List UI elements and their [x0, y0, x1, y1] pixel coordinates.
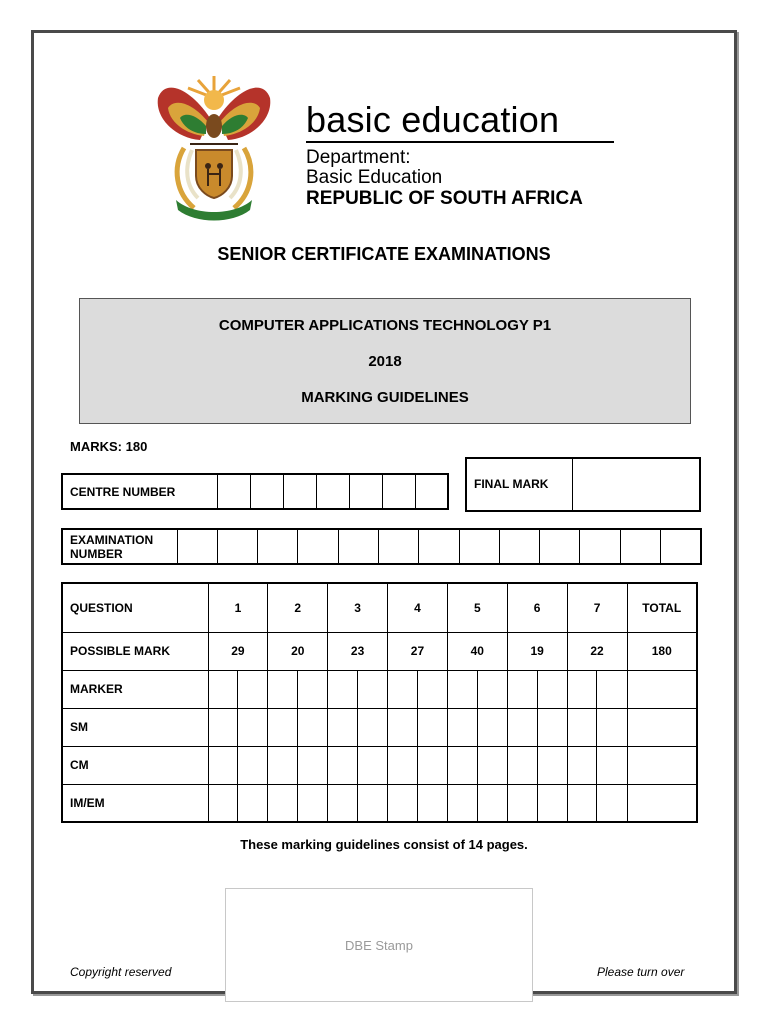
mark-total-cell[interactable]: [627, 670, 697, 708]
subject-name: COMPUTER APPLICATIONS TECHNOLOGY P1: [218, 317, 552, 334]
exam-number-cell[interactable]: [419, 529, 459, 564]
mark-cell[interactable]: [358, 746, 388, 784]
copyright-note: Copyright reserved: [70, 965, 172, 979]
marker-row: [62, 670, 697, 708]
possible-mark-label: POSSIBLE MARK: [62, 632, 208, 670]
mark-cell[interactable]: [328, 708, 358, 746]
possible-mark-value: 27: [388, 632, 448, 670]
question-number: 5: [447, 583, 507, 632]
mark-cell[interactable]: [447, 784, 477, 822]
mark-cell[interactable]: [298, 708, 328, 746]
department-label: Department:: [306, 147, 411, 168]
exam-number-cell[interactable]: [499, 529, 539, 564]
mark-cell[interactable]: [537, 784, 567, 822]
centre-number-cell[interactable]: [415, 474, 448, 509]
possible-mark-value: 19: [507, 632, 567, 670]
exam-number-cell[interactable]: [661, 529, 701, 564]
mark-cell[interactable]: [388, 784, 418, 822]
pages-note: These marking guidelines consist of 14 pages.: [240, 837, 528, 852]
exam-number-cell[interactable]: [620, 529, 660, 564]
mark-cell[interactable]: [298, 670, 328, 708]
examination-number-label: EXAMINATION NUMBER: [62, 529, 177, 564]
mark-cell[interactable]: [358, 784, 388, 822]
mark-cell[interactable]: [268, 670, 298, 708]
mark-cell[interactable]: [238, 670, 268, 708]
question-number: 1: [208, 583, 268, 632]
question-number: 3: [328, 583, 388, 632]
department-name: Basic Education: [306, 167, 443, 188]
mark-cell[interactable]: [298, 784, 328, 822]
exam-number-cell[interactable]: [258, 529, 298, 564]
exam-number-cell[interactable]: [580, 529, 620, 564]
exam-number-cell[interactable]: [298, 529, 338, 564]
question-number: 6: [507, 583, 567, 632]
mark-cell[interactable]: [447, 670, 477, 708]
sm-row: [62, 708, 697, 746]
mark-cell[interactable]: [328, 746, 358, 784]
possible-mark-value: 20: [268, 632, 328, 670]
mark-cell[interactable]: [208, 784, 238, 822]
brand-title: basic education: [306, 99, 560, 140]
mark-cell[interactable]: [597, 746, 627, 784]
centre-number-cell[interactable]: [283, 474, 316, 509]
exam-number-cell[interactable]: [459, 529, 499, 564]
stamp-box: [225, 888, 533, 1002]
mark-cell[interactable]: [567, 670, 597, 708]
mark-cell[interactable]: [208, 670, 238, 708]
mark-cell[interactable]: [447, 708, 477, 746]
im-em-row: [62, 784, 697, 822]
question-label: QUESTION: [62, 583, 208, 632]
mark-cell[interactable]: [328, 670, 358, 708]
centre-number-table: [61, 473, 449, 510]
mark-cell[interactable]: [507, 784, 537, 822]
possible-mark-value: 22: [567, 632, 627, 670]
possible-mark-value: 29: [208, 632, 268, 670]
mark-cell[interactable]: [208, 746, 238, 784]
question-number: 2: [268, 583, 328, 632]
mark-cell[interactable]: [208, 708, 238, 746]
mark-cell[interactable]: [417, 670, 447, 708]
mark-cell[interactable]: [358, 708, 388, 746]
mark-total-cell[interactable]: [627, 746, 697, 784]
mark-cell[interactable]: [417, 784, 447, 822]
centre-number-cell[interactable]: [217, 474, 250, 509]
possible-mark-row: [62, 632, 697, 670]
mark-cell[interactable]: [268, 784, 298, 822]
mark-cell[interactable]: [388, 670, 418, 708]
mark-cell[interactable]: [477, 670, 507, 708]
centre-number-cell[interactable]: [316, 474, 349, 509]
mark-cell[interactable]: [567, 746, 597, 784]
mark-cell[interactable]: [268, 708, 298, 746]
mark-cell[interactable]: [537, 708, 567, 746]
exam-number-cell[interactable]: [378, 529, 418, 564]
mark-cell[interactable]: [567, 784, 597, 822]
examination-number-table: [61, 528, 702, 565]
marks-table: [61, 582, 698, 823]
mark-cell[interactable]: [358, 670, 388, 708]
exam-number-cell[interactable]: [540, 529, 580, 564]
mark-cell[interactable]: [477, 746, 507, 784]
possible-mark-total: 180: [627, 632, 697, 670]
brand-rule: [306, 141, 614, 143]
centre-number-cell[interactable]: [349, 474, 382, 509]
mark-cell[interactable]: [477, 784, 507, 822]
mark-cell[interactable]: [537, 746, 567, 784]
mark-cell[interactable]: [597, 670, 627, 708]
document-type: MARKING GUIDELINES: [301, 389, 469, 406]
mark-cell[interactable]: [597, 784, 627, 822]
mark-cell[interactable]: [507, 708, 537, 746]
mark-cell[interactable]: [507, 670, 537, 708]
stamp-label: DBE Stamp: [345, 938, 413, 953]
mark-cell[interactable]: [417, 708, 447, 746]
mark-total-cell[interactable]: [627, 708, 697, 746]
country-name: REPUBLIC OF SOUTH AFRICA: [306, 188, 583, 209]
mark-cell[interactable]: [507, 746, 537, 784]
final-mark-table: [465, 457, 701, 512]
question-number: 7: [567, 583, 627, 632]
centre-number-cell[interactable]: [382, 474, 415, 509]
possible-mark-value: 23: [328, 632, 388, 670]
coat-of-arms-logo: [150, 68, 278, 224]
mark-cell[interactable]: [388, 746, 418, 784]
marker-label: MARKER: [62, 670, 208, 708]
exam-number-cell[interactable]: [217, 529, 257, 564]
cm-row: [62, 746, 697, 784]
exam-number-cell[interactable]: [177, 529, 217, 564]
sm-label: SM: [62, 708, 208, 746]
mark-cell[interactable]: [388, 708, 418, 746]
final-mark-label: FINAL MARK: [466, 458, 572, 511]
centre-number-cell[interactable]: [250, 474, 283, 509]
question-row: [62, 583, 697, 632]
mark-cell[interactable]: [537, 670, 567, 708]
mark-cell[interactable]: [238, 784, 268, 822]
exam-number-cell[interactable]: [338, 529, 378, 564]
mark-total-cell[interactable]: [627, 784, 697, 822]
subject-year: 2018: [368, 353, 402, 370]
mark-cell[interactable]: [567, 708, 597, 746]
mark-cell[interactable]: [238, 708, 268, 746]
total-marks-label: MARKS: 180: [70, 439, 148, 454]
mark-cell[interactable]: [268, 746, 298, 784]
mark-cell[interactable]: [447, 746, 477, 784]
mark-cell[interactable]: [597, 708, 627, 746]
exam-title: SENIOR CERTIFICATE EXAMINATIONS: [217, 244, 551, 264]
im-em-label: IM/EM: [62, 784, 208, 822]
cm-label: CM: [62, 746, 208, 784]
mark-cell[interactable]: [417, 746, 447, 784]
brand-block: [306, 100, 614, 210]
centre-number-label: CENTRE NUMBER: [62, 474, 217, 509]
subject-box: [79, 298, 691, 424]
mark-cell[interactable]: [238, 746, 268, 784]
final-mark-cell[interactable]: [572, 458, 700, 511]
mark-cell[interactable]: [328, 784, 358, 822]
turn-over-note: Please turn over: [597, 965, 685, 979]
mark-cell[interactable]: [298, 746, 328, 784]
possible-mark-value: 40: [447, 632, 507, 670]
question-number: 4: [388, 583, 448, 632]
mark-cell[interactable]: [477, 708, 507, 746]
total-label: TOTAL: [627, 583, 697, 632]
